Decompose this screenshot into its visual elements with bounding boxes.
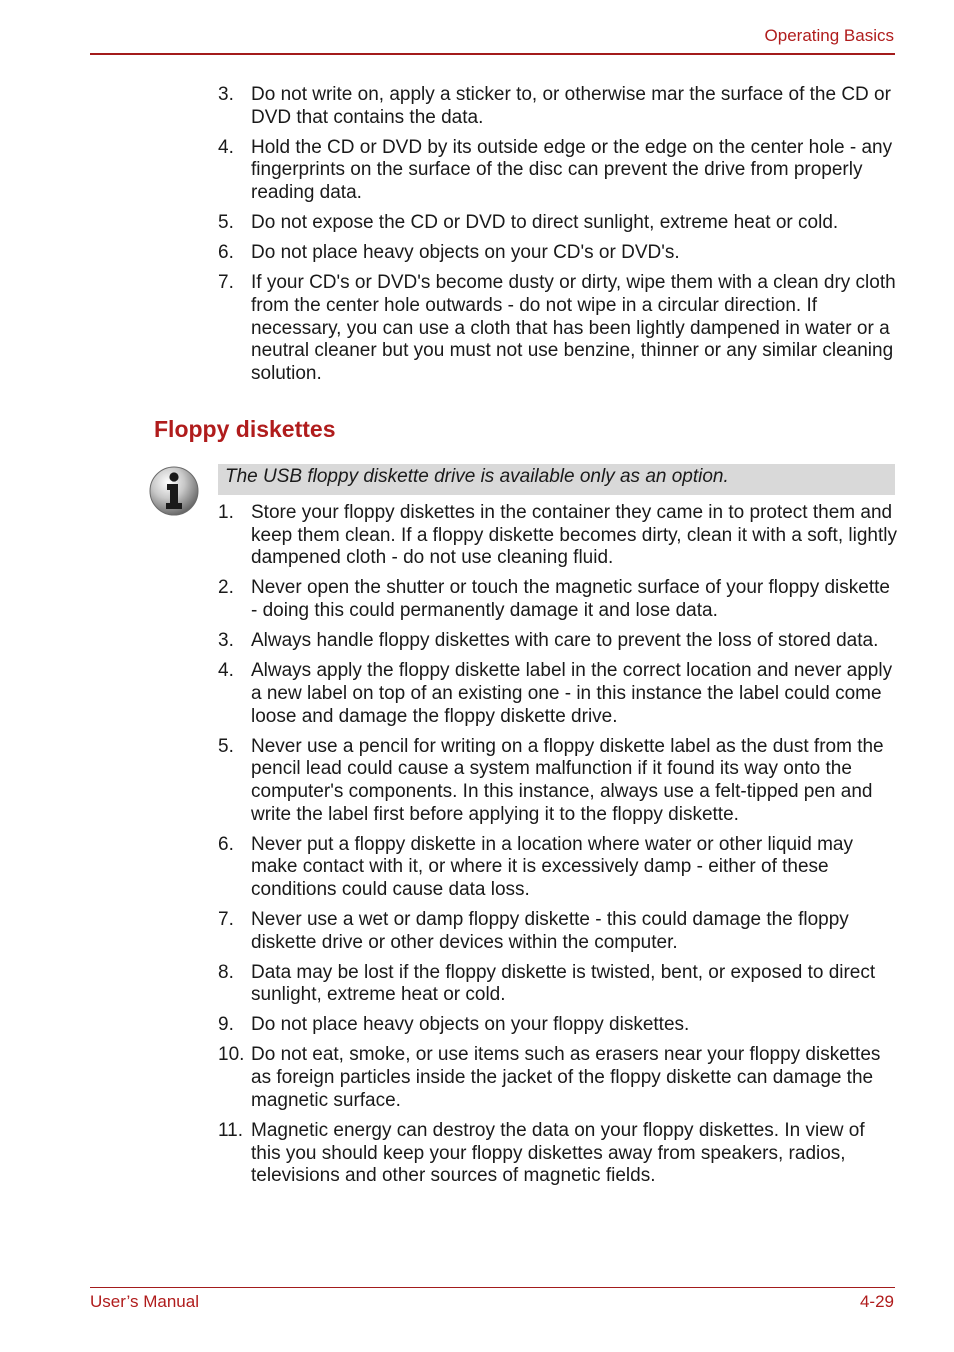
list-item-number: 7. <box>218 272 234 294</box>
header-divider <box>90 53 895 55</box>
footer-divider <box>90 1287 895 1288</box>
list-item <box>218 736 898 827</box>
section-heading: Floppy diskettes <box>154 416 336 442</box>
list-item-text: Hold the CD or DVD by its outside edge or the edge on the center hole - any fingerprints on the surface of the disc can prevent the drive from properly reading data. <box>251 136 893 204</box>
list-item-number: 7. <box>218 909 234 931</box>
list-item-number: 10. <box>218 1044 245 1066</box>
list-item <box>218 909 898 954</box>
list-item <box>218 962 898 1007</box>
list-item-text: Do not expose the CD or DVD to direct sunlight, extreme heat or cold. <box>251 212 839 234</box>
list-item-number: 6. <box>218 242 234 264</box>
list-item-text: Always handle floppy diskettes with care to prevent the loss of stored data. <box>251 630 879 652</box>
list-item-number: 1. <box>218 502 234 523</box>
list-item-text: Always apply the floppy diskette label in the correct location and never apply a new label on top of an existing one - in this instance the label could come loose and damage the floppy diskette drive. <box>251 660 893 727</box>
list-item-text: Never put a floppy diskette in a location where water or other liquid may make contact with it, or where it is excessively damp - either of these conditions could cause data loss. <box>251 833 853 901</box>
list-item-number: 2. <box>218 577 234 599</box>
list-item <box>218 577 898 622</box>
list-item-text: Magnetic energy can destroy the data on your floppy diskettes. In view of this you should keep your floppy diskettes away from speakers, radios, televisions and other sources of magnetic fields. <box>251 1119 865 1187</box>
list-item-number: 5. <box>218 212 234 234</box>
list-item <box>218 272 898 386</box>
list-item <box>218 1120 898 1188</box>
list-item-text: Do not place heavy objects on your floppy diskettes. <box>251 1014 690 1036</box>
list-item-text: Store your floppy diskettes in the container they came in to protect them and keep them clean. If a floppy diskette becomes dirty, clean it with a soft, lightly dampened cloth - do not use cleaning fluid. <box>251 502 897 569</box>
cd-dvd-care-list <box>218 84 898 393</box>
list-item-number: 11. <box>218 1119 244 1141</box>
floppy-care-list <box>218 502 898 1195</box>
list-item <box>218 84 898 129</box>
list-item-number: 9. <box>218 1014 234 1036</box>
list-item <box>218 1014 898 1037</box>
info-icon <box>147 464 201 518</box>
note-box <box>218 464 895 495</box>
manual-title: User’s Manual <box>90 1292 199 1311</box>
list-item <box>218 834 898 902</box>
list-item-text: Data may be lost if the floppy diskette is twisted, bent, or exposed to direct sunlight, extreme heat or cold. <box>251 961 876 1006</box>
list-item-number: 5. <box>218 735 234 757</box>
list-item <box>218 242 898 265</box>
list-item-number: 6. <box>218 833 234 855</box>
list-item-number: 4. <box>218 136 234 158</box>
list-item-number: 8. <box>218 961 234 983</box>
list-item-text: Never open the shutter or touch the magnetic surface of your floppy diskette - doing this could permanently damage it and lose data. <box>251 577 890 622</box>
list-item-text: Never use a pencil for writing on a floppy diskette label as the dust from the pencil lead could cause a system malfunction if it found its way onto the computer's components. In this instance, always use a felt-tipped pen and write the label first before applying it to the floppy diskette. <box>251 735 884 825</box>
list-item <box>218 660 898 728</box>
list-item-text: Do not write on, apply a sticker to, or otherwise mar the surface of the CD or DVD that contains the data. <box>251 84 891 128</box>
list-item-text: Do not place heavy objects on your CD's or DVD's. <box>251 242 680 264</box>
list-item <box>218 212 898 235</box>
list-item-text: Never use a wet or damp floppy diskette - this could damage the floppy diskette drive or other devices within the computer. <box>251 909 849 953</box>
list-item <box>218 502 898 570</box>
list-item <box>218 630 898 653</box>
list-item <box>218 1044 898 1112</box>
list-item-number: 4. <box>218 660 234 682</box>
note-text: The USB floppy diskette drive is available only as an option. <box>225 466 729 487</box>
list-item-text: If your CD's or DVD's become dusty or dirty, wipe them with a clean dry cloth from the center hole outwards - do not wipe in a circular direction. If necessary, you can use a cloth that has been lightly dampened in water or a neutral cleaner but you must not use benzine, thinner or any similar cleaning solution. <box>251 272 896 384</box>
list-item <box>218 137 898 205</box>
list-item-number: 3. <box>218 630 234 652</box>
list-item-number: 3. <box>218 84 234 105</box>
list-item-text: Do not eat, smoke, or use items such as erasers near your floppy diskettes as foreign particles inside the jacket of the floppy diskette can damage the magnetic surface. <box>251 1044 881 1111</box>
page-number: 4-29 <box>859 1292 894 1311</box>
running-header: Operating Basics <box>764 26 894 45</box>
